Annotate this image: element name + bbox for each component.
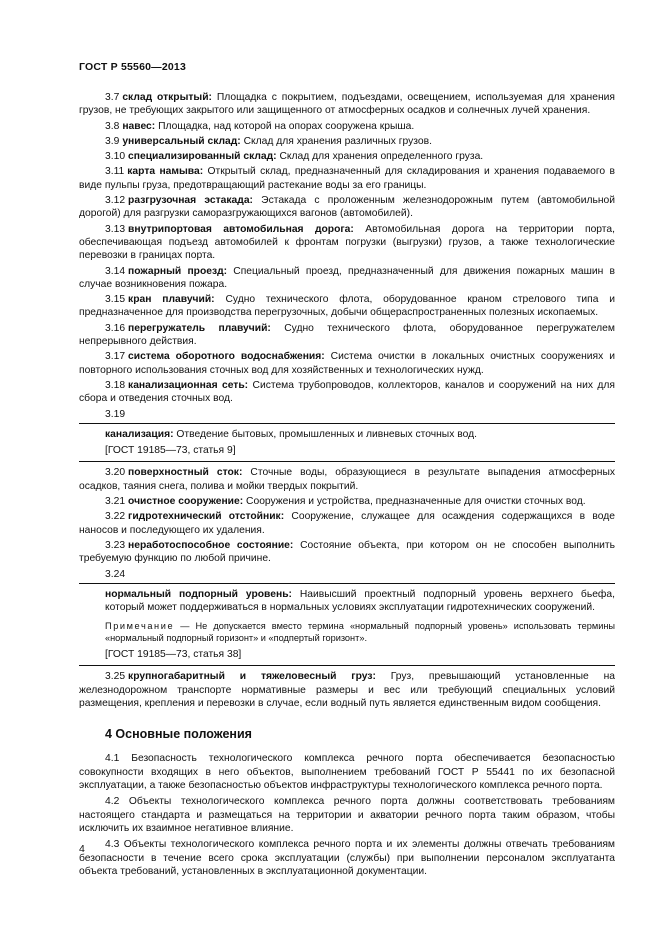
term-list — [79, 91, 615, 406]
term-text: Состояние объекта, при котором он не способен выполнить требуемую функцию по любой причине. — [79, 539, 615, 565]
term-name: кран плавучий: — [128, 294, 215, 306]
term-definition — [79, 91, 615, 118]
term-definition — [79, 322, 615, 349]
term-text: Сточные воды, образующиеся в результате выпадения атмосферных осадков, таяния снега, полива и мойки твердых покрытий. — [79, 467, 616, 492]
term-number: 3.10 — [105, 151, 126, 163]
term-definition — [79, 293, 615, 320]
term-text: Открытый склад, предназначенный для складирования и хранения подаваемого в виде пульпы груза, предотвращающий растекание воды за его границы. — [79, 166, 615, 191]
section-paragraph: 4.2 Объекты технологического комплекса речного порта должны соответствовать требованиям настоящего стандарта и размещаться на территории и акватории речного порта таким образом, чтобы исключить их взаимное негативное влияние. — [79, 796, 615, 834]
term-number: 3.25 — [105, 671, 126, 683]
term-number: 3.7 — [105, 92, 120, 103]
term-name: склад открытый: — [122, 92, 212, 103]
note — [105, 621, 615, 645]
term-text: Сооружение, служащее для осаждения содержащихся в воде наносов и последующего их удаления. — [79, 511, 615, 536]
page-number: 4 — [79, 843, 85, 855]
term-name: разгрузочная эстакада: — [128, 195, 253, 207]
term-number: 3.16 — [105, 322, 126, 334]
term-definition — [105, 588, 615, 615]
term-number: 3.9 — [105, 135, 120, 147]
term-definition — [79, 120, 615, 133]
term-list — [79, 466, 615, 565]
term-definition — [79, 135, 615, 148]
term-text: Судно технического флота, оборудованное краном стрелового типа и предназначенное для производства перегрузочных, добычи общераспространенных полезных ископаемых. — [79, 294, 616, 319]
term-definition — [79, 379, 615, 406]
term-name: неработоспособное состояние: — [128, 539, 294, 551]
term-name: гидротехнический отстойник: — [128, 511, 285, 523]
term-text: Судно технического флота, оборудованное перегружателем непрерывного действия. — [79, 322, 615, 348]
term-text: Площадка, над которой на опорах сооружена крыша. — [155, 120, 415, 132]
term-number: 3.18 — [105, 379, 126, 391]
term-text: Отведение бытовых, промышленных и ливневых сточных вод. — [173, 428, 477, 440]
term-number: 3.21 — [105, 496, 126, 508]
section-paragraphs — [79, 752, 615, 878]
term-definition — [79, 165, 615, 192]
term-name: очистное сооружение: — [128, 496, 244, 508]
term-text: Склад для хранения определенного груза. — [276, 151, 484, 163]
term-text: Площадка с покрытием, подъездами, освещением, используемая для хранения грузов, не требующих закрытого или защищенного от атмосферных осадков и солнечных лучей хранения. — [79, 92, 615, 117]
term-name: нормальный подпорный уровень: — [105, 588, 292, 600]
document-header: ГОСТ Р 55560—2013 — [79, 61, 187, 73]
section-paragraph: 4.3 Объекты технологического комплекса речного порта и их элементы должны отвечать требованиям безопасности в течение всего срока эксплуатации (службы) при выполнении персоналом эксплуатанта объекта требований, установленных в эксплуатационной документации. — [79, 839, 615, 877]
term-definition — [79, 670, 615, 710]
term-number: 3.19 — [105, 408, 126, 420]
quoted-definition-box — [79, 423, 615, 463]
term-definition — [79, 350, 615, 377]
term-name: специализированный склад: — [128, 151, 277, 163]
term-number: 3.13 — [105, 223, 126, 235]
term-name: канализационная сеть: — [128, 379, 249, 391]
term-name: крупногабаритный и тяжеловесный груз: — [128, 671, 376, 683]
section-title: 4 Основные положения — [105, 727, 252, 742]
term-definition — [79, 495, 615, 508]
term-number: 3.11 — [105, 166, 125, 178]
term-list — [79, 670, 615, 710]
term-definition — [79, 194, 615, 221]
term-name: канализация: — [105, 428, 174, 440]
term-text: Груз, превышающий установленные на железнодорожном транспорте нормативные размеры и вес или требующий специальных условий размещения, крепления и перевозки в случае, если водный путь является единственным видом сообщения. — [79, 671, 616, 709]
term-number: 3.8 — [105, 120, 120, 132]
term-name: универсальный склад: — [122, 135, 241, 147]
term-text: Автомобильная дорога на территории порта, обеспечивающая подъезд автомобилей к фронтам погрузки (выгрузки) грузов, а также технологические перевозки в границах порта. — [79, 223, 615, 262]
term-definition — [79, 150, 615, 163]
term-definition — [79, 265, 615, 292]
term-number: 3.22 — [105, 511, 126, 523]
source-reference: [ГОСТ 19185—73, статья 9] — [105, 445, 236, 457]
term-number: 3.17 — [105, 351, 126, 363]
term-number: 3.23 — [105, 539, 126, 551]
section-paragraph: 4.1 Безопасность технологического комплекса речного порта обеспечивается безопасностью совокупности входящих в него объектов, выполнением требований ГОСТ Р 55441 по их безопасной эксплуатации, а также безопасностью объектов инфраструктуры технологического комплекса речного порта. — [79, 753, 615, 792]
term-text: Специальный проезд, предназначенный для движения пожарных машин в случае возникновения пожара. — [79, 265, 615, 290]
term-name: перегружатель плавучий: — [128, 322, 271, 334]
term-text: Сооружения и устройства, предназначенные для очистки сточных вод. — [243, 496, 586, 508]
note-label: Примечание — [105, 621, 175, 632]
term-name: внутрипортовая автомобильная дорога: — [128, 223, 354, 235]
term-text: Наивысший проектный подпорный уровень верхнего бьефа, который может поддерживаться в нормальных условиях эксплуатации гидротехнических сооружений. — [105, 588, 615, 614]
term-definition — [79, 539, 615, 566]
term-definition — [79, 510, 615, 537]
note-text: — Не допускается вместо термина «нормальный подпорный уровень» использовать термины «нормальный подпорный горизонт» и «подпертый горизонт». — [105, 621, 615, 644]
term-number: 3.24 — [105, 568, 126, 580]
term-text: Система очистки в локальных очистных сооружениях и повторного использования сточных вод для хозяйственных и технологических нужд. — [79, 351, 615, 376]
term-number: 3.20 — [105, 467, 126, 479]
term-name: навес: — [122, 120, 156, 132]
document-body — [79, 91, 615, 881]
term-definition — [79, 223, 615, 263]
term-number: 3.15 — [105, 294, 126, 306]
source-reference: [ГОСТ 19185—73, статья 38] — [105, 648, 242, 660]
quoted-definition-box — [79, 583, 615, 666]
term-number: 3.12 — [105, 195, 126, 207]
term-text: Эстакада с проложенным железнодорожным путем (автомобильной дорогой) для разгрузки саморазгружающихся вагонов (автомобилей). — [79, 195, 615, 220]
term-number: 3.14 — [105, 265, 126, 277]
term-definition — [105, 428, 615, 441]
term-name: пожарный проезд: — [128, 265, 228, 277]
term-name: система оборотного водоснабжения: — [128, 351, 325, 363]
term-definition — [79, 466, 615, 493]
term-text: Система трубопроводов, коллекторов, каналов и сооружений на них для сбора и отведения сточных вод. — [79, 379, 615, 405]
term-name: карта намыва: — [127, 166, 204, 178]
term-text: Склад для хранения различных грузов. — [240, 135, 432, 147]
term-name: поверхностный сток: — [128, 467, 243, 479]
